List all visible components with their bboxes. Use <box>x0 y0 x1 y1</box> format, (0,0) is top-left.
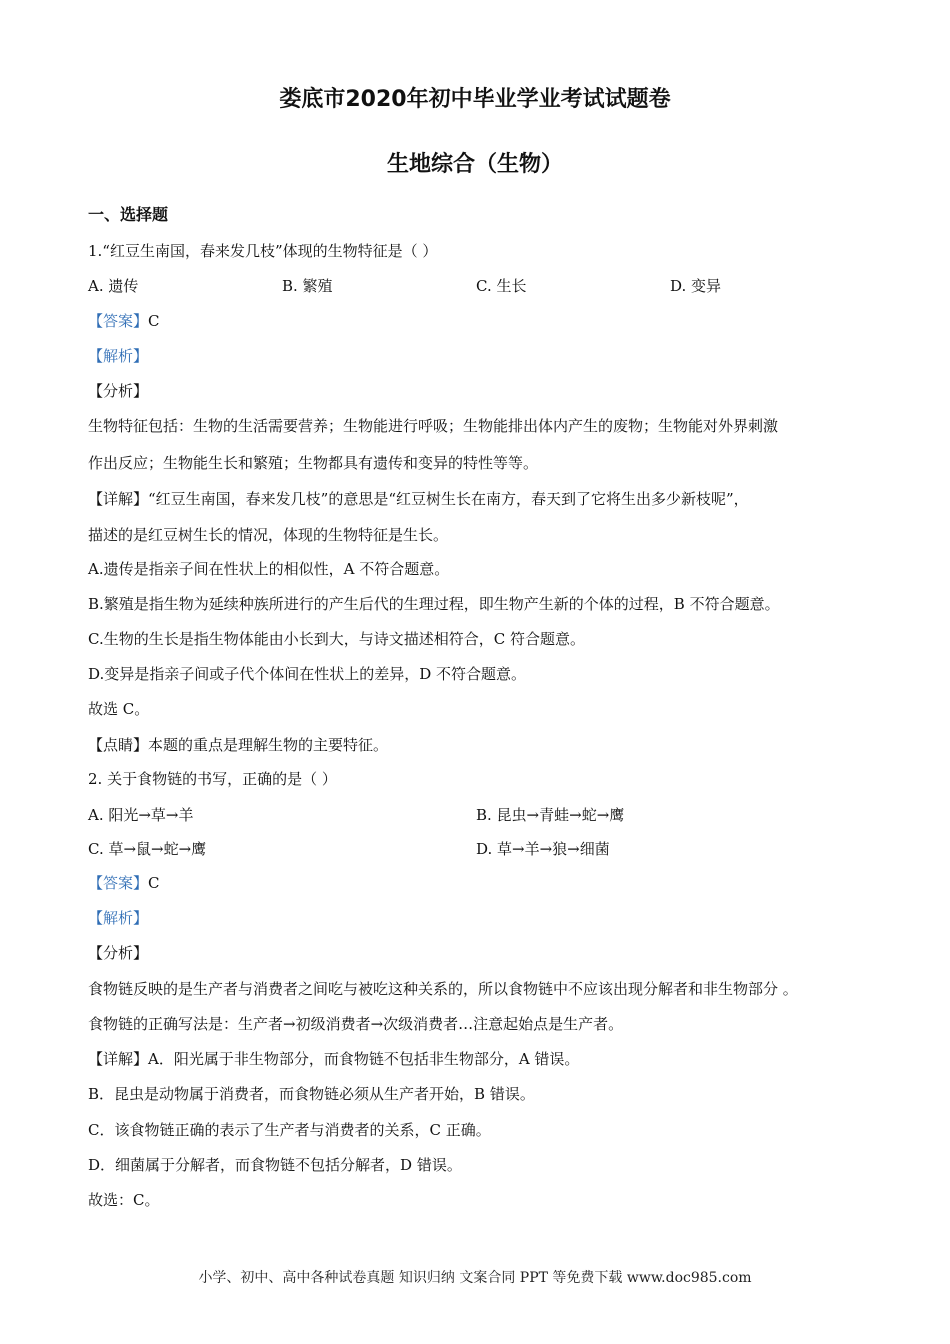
section-heading: 一、选择题 <box>88 205 169 224</box>
q1-option-b: B. 繁殖 <box>282 277 333 295</box>
q2-detail-c: C．该食物链正确的表示了生产者与消费者的关系，C 正确。 <box>88 1121 491 1139</box>
q1-comment: 【点睛】本题的重点是理解生物的主要特征。 <box>88 736 389 754</box>
q2-answer <box>88 873 160 893</box>
q2-detail-a: 【详解】A．阳光属于非生物部分，而食物链不包括非生物部分，A 错误。 <box>88 1050 580 1068</box>
q2-fenxi-line2: 食物链的正确写法是：生产者→初级消费者→次级消费者…注意起始点是生产者。 <box>88 1015 624 1033</box>
page-subtitle: 生地综合（生物） <box>386 152 563 177</box>
q2-analysis-label: 【解析】 <box>88 909 149 927</box>
q1-detail-c: C.生物的生长是指生物体能由小长到大，与诗文描述相符合，C 符合题意。 <box>88 630 585 648</box>
q1-option-a: A. 遗传 <box>88 277 139 295</box>
page-title: 娄底市2020年初中毕业学业考试试题卷 <box>279 87 671 112</box>
q2-detail-b: B．昆虫是动物属于消费者，而食物链必须从生产者开始，B 错误。 <box>88 1085 535 1103</box>
q1-detail-line1: 【详解】“红豆生南国，春来发几枝”的意思是“红豆树生长在南方，春天到了它将生出多少新枝呢”， <box>88 490 749 508</box>
q2-option-a: A. 阳光→草→羊 <box>88 806 194 824</box>
q2-detail-d: D．细菌属于分解者，而食物链不包括分解者，D 错误。 <box>88 1156 462 1174</box>
q1-stem: 1.“红豆生南国，春来发几枝”体现的生物特征是（ ） <box>88 242 438 260</box>
q1-detail-line2: 描述的是红豆树生长的情况，体现的生物特征是生长。 <box>88 526 449 544</box>
q2-answer-value: C <box>148 874 160 892</box>
q2-fenxi-label: 【分析】 <box>88 944 149 962</box>
q2-answer-label: 【答案】 <box>88 874 149 892</box>
q1-detail-d: D.变异是指亲子间或子代个体间在性状上的差异，D 不符合题意。 <box>88 665 527 683</box>
q2-option-c: C. 草→鼠→蛇→鹰 <box>88 840 207 858</box>
q1-conclusion: 故选 C。 <box>88 700 150 718</box>
q2-conclusion: 故选：C。 <box>88 1191 160 1209</box>
q1-fenxi-label: 【分析】 <box>88 382 149 400</box>
page-footer: 小学、初中、高中各种试卷真题 知识归纳 文案合同 PPT 等免费下载 www.doc985.com <box>198 1270 752 1286</box>
q1-detail-a: A.遗传是指亲子间在性状上的相似性，A 不符合题意。 <box>88 560 450 578</box>
q1-fenxi-line1: 生物特征包括：生物的生活需要营养；生物能进行呼吸；生物能排出体内产生的废物；生物能对外界刺激 <box>88 417 779 435</box>
q2-fenxi-line1: 食物链反映的是生产者与消费者之间吃与被吃这种关系的，所以食物链中不应该出现分解者和非生物部分 。 <box>88 980 798 998</box>
q1-detail-b: B.繁殖是指生物为延续种族所进行的产生后代的生理过程，即生物产生新的个体的过程，B 不符合题意。 <box>88 595 780 613</box>
q2-stem: 2. 关于食物链的书写，正确的是（ ） <box>88 770 337 788</box>
q2-option-b: B. 昆虫→青蛙→蛇→鹰 <box>476 806 625 824</box>
q1-fenxi-line2: 作出反应；生物能生长和繁殖；生物都具有遗传和变异的特性等等。 <box>88 454 539 472</box>
q2-option-d: D. 草→羊→狼→细菌 <box>476 840 610 858</box>
q1-analysis-label: 【解析】 <box>88 347 149 365</box>
q1-option-c: C. 生长 <box>476 277 527 295</box>
q1-answer <box>88 311 160 331</box>
q1-answer-label: 【答案】 <box>88 312 149 330</box>
q1-option-d: D. 变异 <box>670 277 722 295</box>
q1-answer-value: C <box>148 312 160 330</box>
